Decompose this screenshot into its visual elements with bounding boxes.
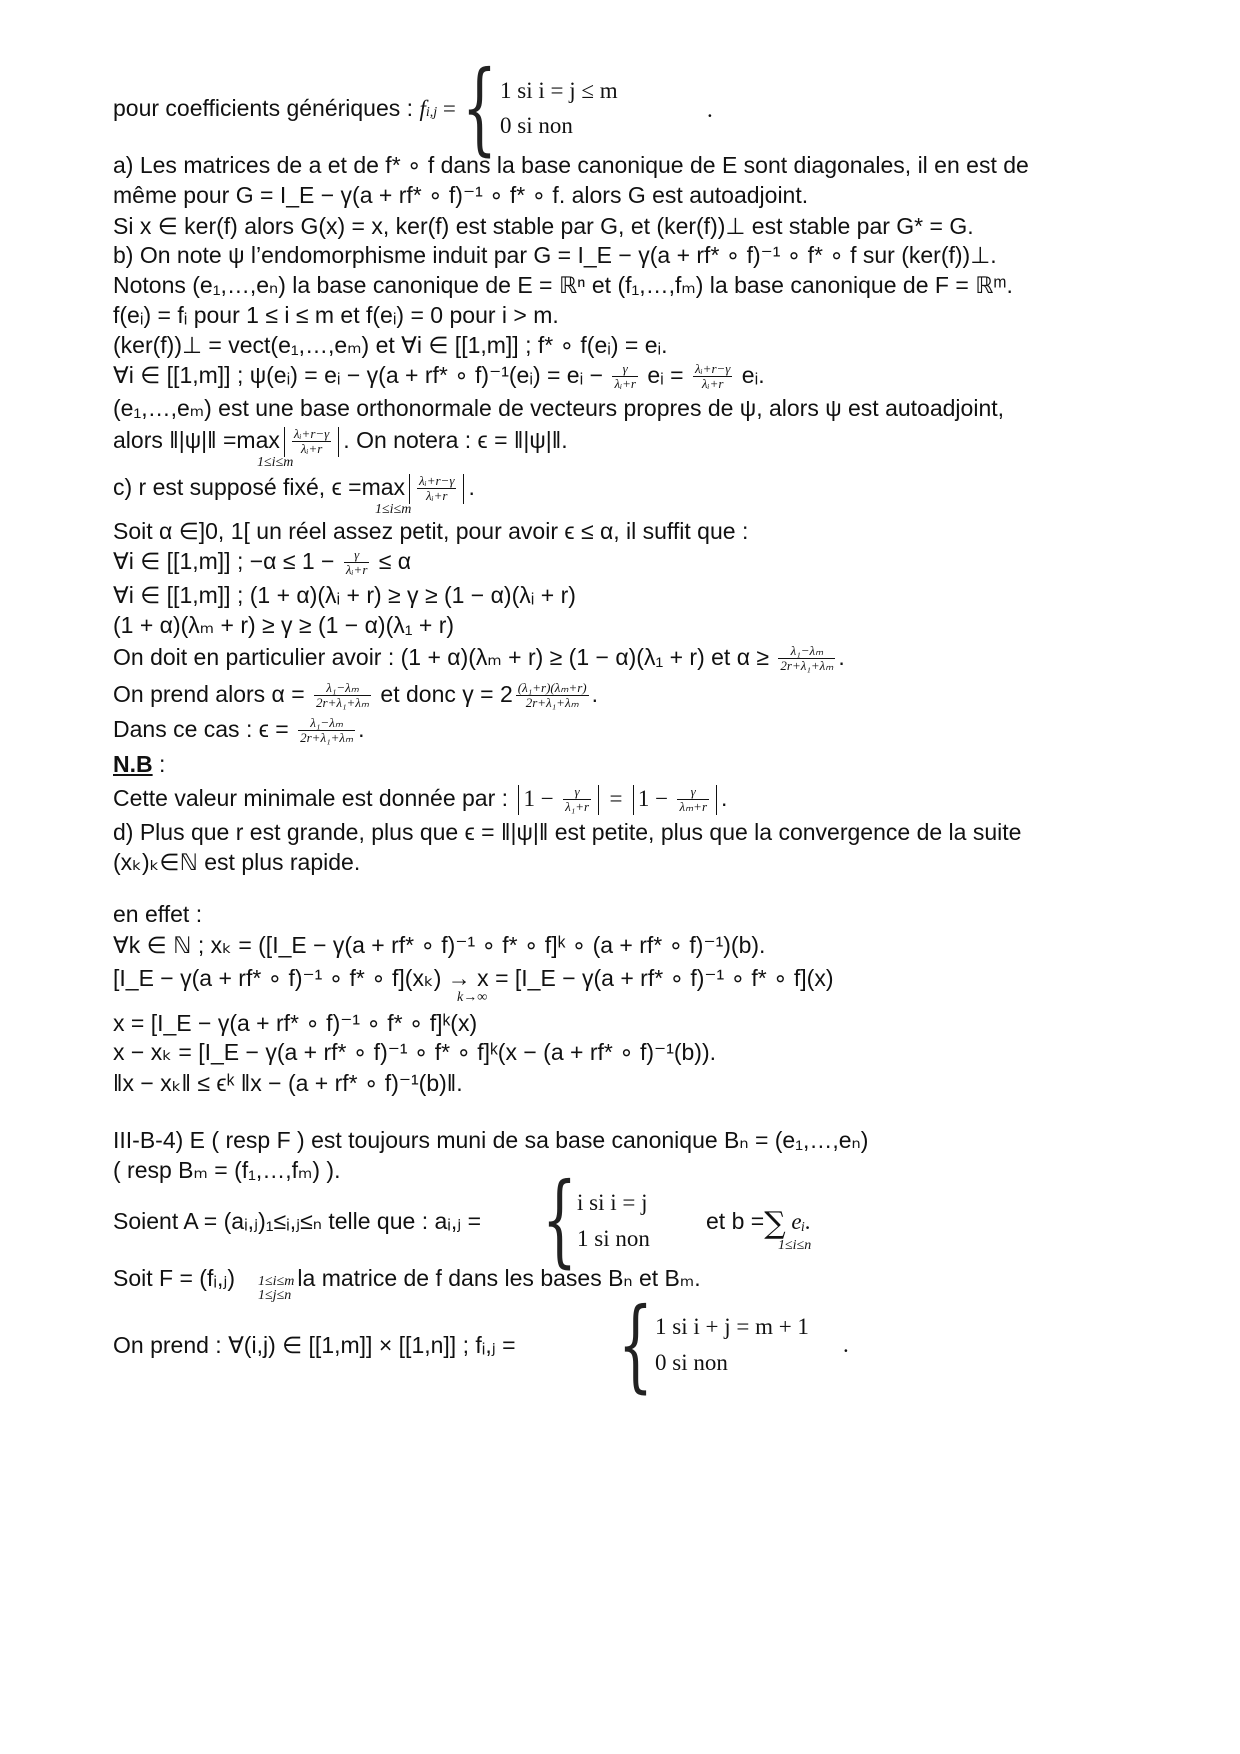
line-d1: d) Plus que r est grande, plus que ϵ = ‖|ψ|‖ est petite, plus que la convergence de la suite bbox=[113, 819, 1022, 845]
fraction: $\frac{\text{λᵢ+r−γ}}{\text{λᵢ+r}}$ bbox=[293, 426, 330, 457]
fraction: $\frac{\text{λᵢ+r−γ}}{\text{λᵢ+r}}$ bbox=[419, 473, 455, 504]
line-e3: x = [I_E − γ(a + rf* ∘ f)⁻¹ ∘ f* ∘ f]ᵏ(x) bbox=[113, 1010, 478, 1036]
line-a1: a) Les matrices de a et de f* ∘ f dans la base canonique de E sont diagonales, il en est de bbox=[113, 152, 1029, 178]
sum-subscript: 1≤i≤n bbox=[778, 1238, 812, 1253]
line-c8: Dans ce cas : ϵ = $\frac{\text{λ₁−λₘ}}{\text{2r+λ₁+λₘ}}$ . bbox=[113, 715, 365, 746]
line-c3: ∀i ∈ [[1,m]] ; −α ≤ 1 − $\frac{\gamma}{\text{λᵢ+r}}$ ≤ α bbox=[113, 547, 412, 578]
fraction: $\frac{\text{λ₁−λₘ}}{\text{2r+λ₁+λₘ}}$ bbox=[300, 715, 354, 746]
fraction: $\frac{\gamma}{\text{λₘ+r}}$ bbox=[679, 784, 707, 815]
line-nb1: Cette valeur minimale est donnée par : 1 − $\frac{\gamma}{\text{λ₁+r}}$ = 1 − $\frac{\gamma}{\text{λₘ+r}}$ . bbox=[113, 784, 728, 815]
line-a3: Si x ∈ ker(f) alors G(x) = x, ker(f) est stable par G, et (ker(f))⊥ est stable par G* = G. bbox=[113, 213, 974, 239]
left-brace: { bbox=[618, 1286, 653, 1403]
line-c5: (1 + α)(λₘ + r) ≥ γ ≥ (1 − α)(λ₁ + r) bbox=[113, 612, 455, 638]
line-c2: Soit α ∈]0, 1[ un réel assez petit, pour avoir ϵ ≤ α, il suffit que : bbox=[113, 518, 749, 544]
line-f2: ( resp Bₘ = (f₁,…,fₘ) ). bbox=[113, 1157, 341, 1183]
line-e5: ‖x − xₖ‖ ≤ ϵᵏ ‖x − (a + rf* ∘ f)⁻¹(b)‖. bbox=[113, 1070, 463, 1096]
line-e4: x − xₖ = [I_E − γ(a + rf* ∘ f)⁻¹ ∘ f* ∘ f]ᵏ(x − (a + rf* ∘ f)⁻¹(b)). bbox=[113, 1039, 717, 1065]
line-f1: III-B-4) E ( resp F ) est toujours muni de sa base canonique Bₙ = (e₁,…,eₙ) bbox=[113, 1127, 869, 1153]
matrix-subscript: 1≤i≤m 1≤j≤n bbox=[258, 1274, 295, 1303]
fraction: $\frac{\text{λ₁−λₘ}}{\text{2r+λ₁+λₘ}}$ bbox=[316, 680, 370, 711]
max-subscript: 1≤i≤m bbox=[257, 455, 294, 470]
line-e0: en effet : bbox=[113, 901, 203, 927]
case-antidiag: 1 si i + j = m + 1 bbox=[655, 1314, 809, 1339]
line-generic-coefficients: pour coefficients génériques : fi,j = bbox=[113, 95, 456, 121]
line-b5: ∀i ∈ [[1,m]] ; ψ(eᵢ) = eᵢ − γ(a + rf* ∘ f)⁻¹(eᵢ) = eᵢ − $\frac{\gamma}{\text{λᵢ+r}}$ eᵢ = $\frac{\text{λᵢ+r−γ}}{\text{λᵢ+r}}$ eᵢ. bbox=[113, 361, 765, 392]
line-b2: Notons (e₁,…,eₙ) la base canonique de E = ℝⁿ et (f₁,…,fₘ) la base canonique de F = ℝᵐ. bbox=[113, 272, 1013, 298]
left-brace: { bbox=[542, 1161, 577, 1278]
line-b4: (ker(f))⊥ = vect(e₁,…,eₘ) et ∀i ∈ [[1,m]] ; f* ∘ f(eᵢ) = eᵢ. bbox=[113, 332, 668, 358]
fraction: $\frac{\text{(λ₁+r)(λₘ+r)}}{\text{2r+λ₁+λₘ}}$ bbox=[517, 680, 587, 711]
case-diag: i si i = j bbox=[577, 1190, 648, 1215]
case-other: 1 si non bbox=[577, 1226, 650, 1251]
vector-b: et b =∑ eᵢ. bbox=[706, 1206, 811, 1241]
case-zero: 0 si non bbox=[655, 1350, 728, 1375]
case-dot: . bbox=[707, 97, 713, 122]
nb-heading: N.B : bbox=[113, 751, 166, 777]
line-b3: f(eᵢ) = fᵢ pour 1 ≤ i ≤ m et f(eᵢ) = 0 pour i > m. bbox=[113, 302, 559, 328]
fraction: $\frac{\gamma}{\text{λᵢ+r}}$ bbox=[614, 361, 636, 392]
line-f4: Soit F = (fᵢ,ⱼ) la matrice de f dans les bases Bₙ et Bₘ. bbox=[113, 1265, 701, 1291]
line-c7: On prend alors α = $\frac{\text{λ₁−λₘ}}{\text{2r+λ₁+λₘ}}$ et donc γ = 2 $\frac{\text{(λ₁+r)(λₘ+r)}}{\text{2r+λ₁+λₘ}}$ . bbox=[113, 680, 599, 711]
line-b6: (e₁,…,eₘ) est une base orthonormale de vecteurs propres de ψ, alors ψ est autoadjoint, bbox=[113, 395, 1005, 421]
line-b7: alors ‖|ψ|‖ =max $\frac{\text{λᵢ+r−γ}}{\text{λᵢ+r}}$ . On notera : ϵ = ‖|ψ|‖. bbox=[113, 426, 568, 457]
line-f5: On prend : ∀(i,j) ∈ [[1,m]] × [[1,n]] ; fᵢ,ⱼ = bbox=[113, 1332, 516, 1358]
line-b1: b) On note ψ l’endomorphisme induit par G = I_E − γ(a + rf* ∘ f)⁻¹ ∘ f* ∘ f sur (ker(f))⊥. bbox=[113, 242, 997, 268]
fraction: $\frac{\text{λᵢ+r−γ}}{\text{λᵢ+r}}$ bbox=[694, 361, 731, 392]
line-e1: ∀k ∈ ℕ ; xₖ = ([I_E − γ(a + rf* ∘ f)⁻¹ ∘ f* ∘ f]ᵏ ∘ (a + rf* ∘ f)⁻¹)(b). bbox=[113, 932, 766, 958]
limit-subscript: k→∞ bbox=[457, 990, 488, 1005]
max-subscript: 1≤i≤m bbox=[375, 502, 412, 517]
line-c6: On doit en particulier avoir : (1 + α)(λₘ + r) ≥ (1 − α)(λ₁ + r) et α ≥ $\frac{\text{λ₁−λₘ}}{\text{2r+λ₁+λₘ}}$ . bbox=[113, 643, 845, 674]
line-e2: [I_E − γ(a + rf* ∘ f)⁻¹ ∘ f* ∘ f](xₖ) → x = [I_E − γ(a + rf* ∘ f)⁻¹ ∘ f* ∘ f](x) bbox=[113, 965, 834, 991]
case-one: 1 si i = j ≤ m bbox=[500, 78, 618, 103]
line-f3: Soient A = (aᵢ,ⱼ)₁≤ᵢ,ⱼ≤ₙ telle que : aᵢ,ⱼ = bbox=[113, 1208, 482, 1234]
line-d2: (xₖ)ₖ∈ℕ est plus rapide. bbox=[113, 849, 361, 875]
case-dot: . bbox=[843, 1332, 849, 1357]
line-c1: c) r est supposé fixé, ϵ =max $\frac{\text{λᵢ+r−γ}}{\text{λᵢ+r}}$ . bbox=[113, 473, 475, 504]
fraction: $\frac{\gamma}{\text{λ₁+r}}$ bbox=[565, 784, 590, 815]
fraction: $\frac{\gamma}{\text{λᵢ+r}}$ bbox=[345, 547, 368, 578]
line-a2: même pour G = I_E − γ(a + rf* ∘ f)⁻¹ ∘ f* ∘ f. alors G est autoadjoint. bbox=[113, 182, 809, 208]
fraction: $\frac{\text{λ₁−λₘ}}{\text{2r+λ₁+λₘ}}$ bbox=[780, 643, 834, 674]
left-brace: { bbox=[462, 49, 497, 166]
case-zero: 0 si non bbox=[500, 113, 573, 138]
line-c4: ∀i ∈ [[1,m]] ; (1 + α)(λᵢ + r) ≥ γ ≥ (1 − α)(λᵢ + r) bbox=[113, 582, 576, 608]
